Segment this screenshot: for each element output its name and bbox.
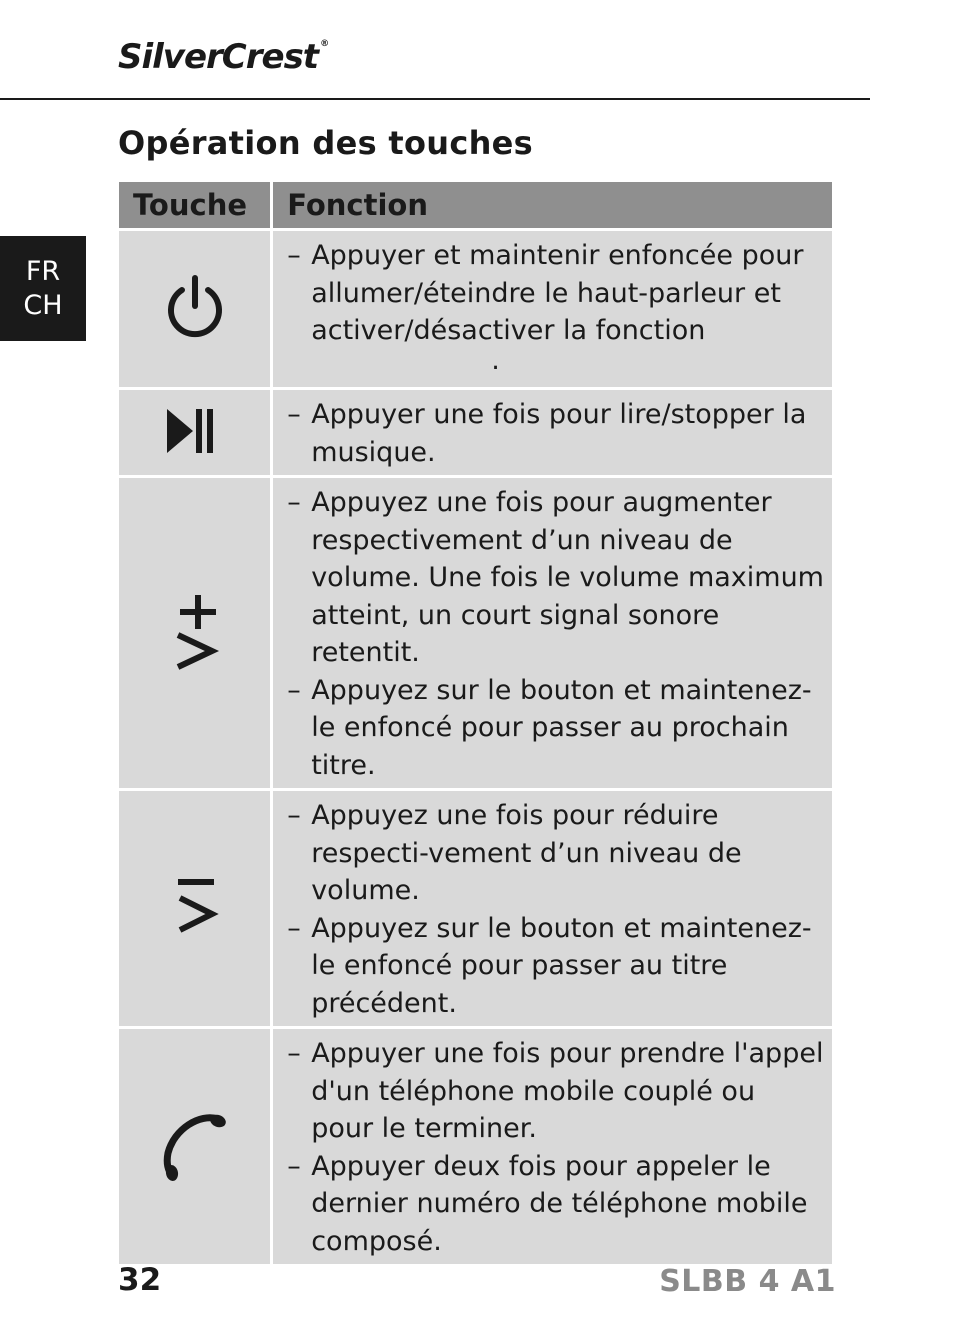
- page-number: 32: [118, 1262, 162, 1298]
- list-item: – Appuyez une fois pour réduire respecti-vement d’un niveau de volume.: [287, 800, 742, 906]
- function-cell: [273, 1029, 832, 1264]
- volume-down-icon: [170, 876, 220, 942]
- play-pause-icon: [165, 407, 225, 459]
- list-item: – Appuyez sur le bouton et maintenez-le enfoncé pour passer au prochain titre.: [287, 674, 812, 781]
- table-row: [119, 1029, 832, 1264]
- column-header-function: Fonction: [273, 182, 832, 228]
- lang-code-fr: FR: [25, 255, 61, 287]
- list-item: – Appuyer une fois pour prendre l'appel d'un téléphone mobile couplé ou pour le terminer.: [287, 1038, 824, 1144]
- power-icon: [164, 274, 226, 344]
- trailing-dot: .: [491, 344, 500, 376]
- key-cell: [119, 390, 270, 475]
- function-cell: [273, 390, 832, 475]
- language-tab: [0, 236, 86, 341]
- function-cell: [273, 231, 832, 387]
- function-cell: [273, 478, 832, 788]
- key-cell: [119, 231, 270, 387]
- table-row: [119, 390, 832, 475]
- phone-icon: [160, 1109, 230, 1185]
- list-item: – Appuyez une fois pour augmenter respectivement d’un niveau de volume. Une fois le volume maximum atteint, un court signal sonore retentit.: [287, 487, 824, 668]
- section-heading: Opération des touches: [118, 124, 534, 162]
- list-item: – Appuyer une fois pour lire/stopper la musique.: [287, 399, 807, 468]
- function-cell: [273, 791, 832, 1026]
- header-rule: [0, 98, 870, 100]
- key-cell: [119, 791, 270, 1026]
- table-row: [119, 478, 832, 788]
- lang-code-ch: CH: [23, 289, 63, 321]
- keys-table: [116, 179, 835, 1267]
- table-row: [119, 791, 832, 1026]
- table-row: [119, 231, 832, 387]
- key-cell: [119, 1029, 270, 1264]
- list-item: – Appuyer deux fois pour appeler le dernier numéro de téléphone mobile composé.: [287, 1150, 808, 1257]
- table-header-row: [119, 182, 832, 228]
- model-number: SLBB 4 A1: [659, 1264, 836, 1299]
- volume-up-icon: [170, 591, 220, 675]
- brand-logo: SilverCrest ®: [118, 37, 329, 77]
- key-cell: [119, 478, 270, 788]
- list-item: – Appuyez sur le bouton et maintenez-le enfoncé pour passer au titre précédent.: [287, 912, 812, 1019]
- list-item: – Appuyer et maintenir enfoncée pour allumer/éteindre le haut-parleur et activer/désactiver la fonction: [287, 240, 804, 346]
- column-header-key: Touche: [119, 182, 270, 228]
